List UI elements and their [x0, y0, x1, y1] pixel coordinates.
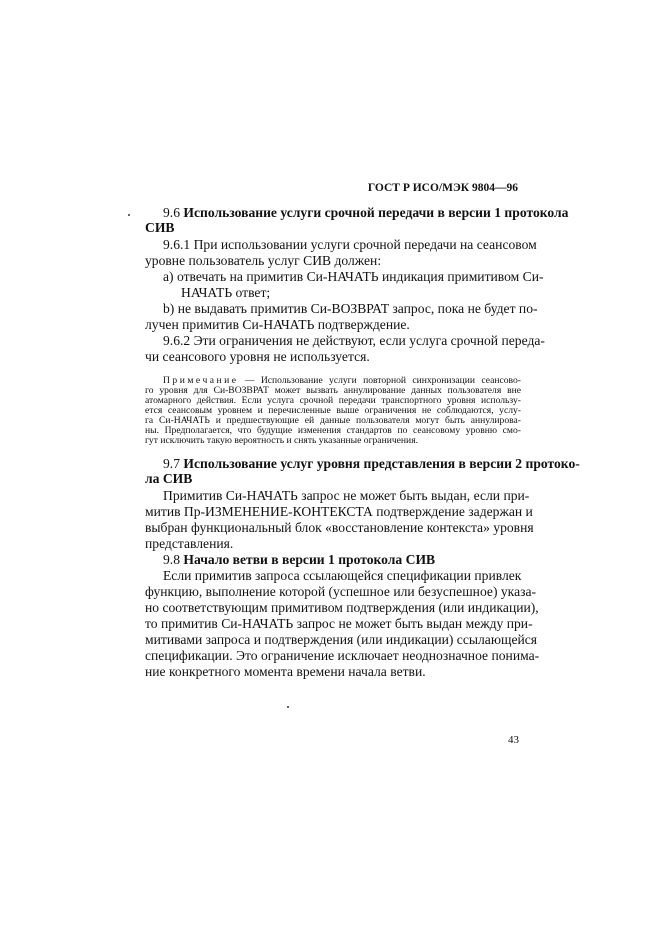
- paragraph-line: выбран функциональный блок «восстановление контекста» уровня: [145, 520, 534, 535]
- paragraph-line: митив Пр-ИЗМЕНЕНИЕ-КОНТЕКСТА подтверждение задержан и: [145, 504, 533, 519]
- note-label: Примечание: [163, 375, 239, 386]
- paragraph-line: функцию, выполнение которой (успешное или безуспешное) указа-: [145, 584, 537, 599]
- note-text: — Использование услуги повторной синхронизации сеансово-: [238, 375, 521, 386]
- paragraph-line: представления.: [145, 536, 234, 551]
- note-line: атомарного действия. Если услуга срочной передачи транспортного уровня использу-: [145, 395, 521, 406]
- section-number: 9.8: [163, 552, 180, 567]
- paragraph-line: но соответствующим примитивом подтверждения (или индикации),: [145, 600, 539, 615]
- section-9-8-heading: [163, 552, 521, 568]
- list-item-a-cont: НАЧАТЬ ответ;: [181, 285, 271, 300]
- list-item-b-cont: лучен примитив Си-НАЧАТЬ подтверждение.: [145, 317, 410, 332]
- scan-speck: [128, 214, 130, 216]
- section-9-6-heading-cont: СИВ: [145, 220, 175, 235]
- page-number: 43: [508, 734, 519, 746]
- section-9-7-heading: [163, 456, 580, 472]
- note-line: го уровня для Си-ВОЗВРАТ может вызвать аннулирование данных пользователя вне: [145, 385, 521, 396]
- paragraph-line: Примитив Си-НАЧАТЬ запрос не может быть выдан, если при-: [163, 488, 530, 503]
- paragraph-line: спецификации. Это ограничение исключает неоднозначное понима-: [145, 648, 540, 663]
- paragraph-line: ние конкретного момента времени начала ветви.: [145, 664, 426, 679]
- paragraph-line: то примитив Си-НАЧАТЬ запрос не может быть выдан между при-: [145, 616, 533, 631]
- paragraph-line: митивами запроса и подтверждения (или индикации) ссылающейся: [145, 632, 538, 647]
- scan-speck: [287, 706, 289, 708]
- section-number: 9.6: [163, 205, 180, 220]
- note-line: ны. Предполагается, что будущие изменения стандартов по сеансовому уровню смо-: [145, 425, 521, 436]
- note-line: ется сеансовым уровнем и перечисленные выше ограничения не соблюдаются, услу-: [145, 405, 521, 416]
- paragraph-line: Если примитив запроса ссылающейся спецификации привлек: [163, 568, 522, 583]
- section-title: Использование услуги срочной передачи в версии 1 протокола: [183, 205, 569, 220]
- list-item-b: b) не выдавать примитив Си-ВОЗВРАТ запрос, пока не будет по-: [163, 301, 538, 316]
- paragraph-line: чи сеансового уровня не используется.: [145, 349, 370, 364]
- paragraph-9-6-1: 9.6.1 При использовании услуги срочной передачи на сеансовом: [163, 237, 537, 252]
- section-9-6-heading: [163, 205, 569, 221]
- paragraph-9-6-2: 9.6.2 Эти ограничения не действуют, если услуга срочной переда-: [163, 333, 545, 348]
- section-number: 9.7: [163, 456, 180, 471]
- document-header: ГОСТ Р ИСО/МЭК 9804—96: [367, 182, 518, 194]
- section-title: Использование услуг уровня представления в версии 2 протоко-: [183, 456, 580, 471]
- section-title: Начало ветви в версии 1 протокола СИВ: [183, 552, 436, 567]
- section-9-7-heading-cont: ла СИВ: [145, 471, 193, 486]
- list-item-a: а) отвечать на примитив Си-НАЧАТЬ индикация примитивом Си-: [163, 269, 544, 284]
- note-line: га Си-НАЧАТЬ и предшествующие ей данные пользователя могут быть аннулирова-: [145, 415, 521, 426]
- note-line: гут исключить такую вероятность и снять указанные ограничения.: [145, 435, 418, 446]
- paragraph-line: уровне пользователь услуг СИВ должен:: [145, 253, 382, 268]
